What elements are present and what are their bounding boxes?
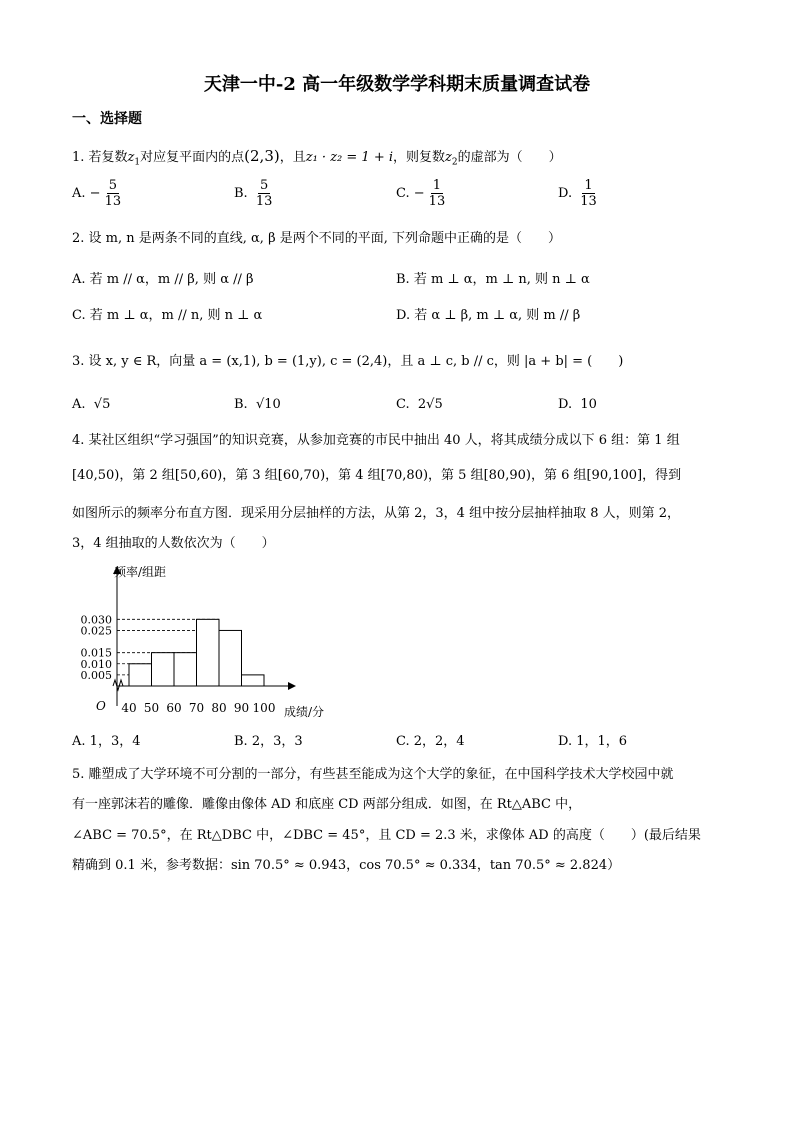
q4-option-c: C. 2，2，4 xyxy=(396,734,465,749)
x-tick-label: 90 xyxy=(233,701,250,715)
question-4-line-1: 4. 某社区组织“学习强国”的知识竞赛，从参加竞赛的市民中抽出 40 人，将其成绩分成以下 6 组：第 1 组 xyxy=(72,433,680,448)
q1-option-c: C. − $\frac{1}{13}$ xyxy=(396,178,446,209)
section-heading: 一、选择题 xyxy=(72,111,142,127)
question-4-line-2: [40,50)，第 2 组[50,60)，第 3 组[60,70)，第 4 组[70,80)，第 5 组[80,90)，第 6 组[90,100]，得到 xyxy=(72,468,682,483)
x-tick-label: 60 xyxy=(166,701,182,715)
question-5-line-1: 5. 雕塑成了大学环境不可分割的一部分，有些甚至能成为这个大学的象征，在中国科学技术大学校园中就 xyxy=(72,767,674,782)
q1-option-b: B. $\frac{5}{13}$ xyxy=(234,178,273,209)
x-tick-label: 80 xyxy=(211,701,227,715)
q3-option-c: C. 2√5 xyxy=(396,397,443,412)
y-tick-label: 0.010 xyxy=(80,657,112,671)
x-tick-label: 100 xyxy=(252,701,276,715)
q3-option-d: D. 10 xyxy=(558,397,597,412)
q1-option-d: D. $\frac{1}{13}$ xyxy=(558,178,597,209)
q3-option-b: B. √10 xyxy=(234,397,281,412)
x-axis-label: 成绩/分 xyxy=(284,705,325,719)
x-tick-label: 50 xyxy=(143,701,160,715)
y-tick-label: 0.030 xyxy=(80,613,112,627)
question-3-stem: 3. 设 x, y ∈ R，向量 a = (x,1), b = (1,y), c = (2,4)，且 a ⊥ c, b // c，则 |a + b| = ( ) xyxy=(72,354,624,369)
question-2-stem: 2. 设 m, n 是两条不同的直线, α, β 是两个不同的平面, 下列命题中正确的是（ ） xyxy=(72,231,561,246)
histogram-bar-40-50 xyxy=(129,664,152,686)
histogram-bar-50-60 xyxy=(152,653,175,686)
q2-option-c: C. 若 m ⊥ α，m // n, 则 n ⊥ α xyxy=(72,308,263,323)
histogram-bar-90-100 xyxy=(242,675,265,686)
q4-option-a: A. 1，3，4 xyxy=(72,734,141,749)
axis-break xyxy=(113,680,123,690)
x-tick-label: 40 xyxy=(121,701,137,715)
question-5-line-3: ∠ABC = 70.5°，在 Rt△DBC 中，∠DBC = 45°，且 CD = 2.3 米，求像体 AD 的高度（ ）(最后结果 xyxy=(72,828,701,843)
histogram-bar-60-70 xyxy=(174,653,197,686)
histogram-bar-70-80 xyxy=(197,619,220,686)
q2-option-d: D. 若 α ⊥ β, m ⊥ α, 则 m // β xyxy=(396,308,581,323)
q2-option-a: A. 若 m // α，m // β, 则 α // β xyxy=(72,272,254,287)
question-5-line-4: 精确到 0.1 米，参考数据：sin 70.5° ≈ 0.943，cos 70.5° ≈ 0.334，tan 70.5° ≈ 2.824） xyxy=(72,858,621,873)
y-tick-label: 0.025 xyxy=(80,624,112,638)
y-tick-label: 0.015 xyxy=(80,646,112,660)
origin-label: O xyxy=(96,699,106,713)
question-4-line-3: 如图所示的频率分布直方图．现采用分层抽样的方法，从第 2，3，4 组中按分层抽样抽取 8 人，则第 2， xyxy=(72,506,681,521)
x-tick-label: 70 xyxy=(188,701,205,715)
q4-option-d: D. 1，1，6 xyxy=(558,734,628,749)
q2-option-b: B. 若 m ⊥ α，m ⊥ n, 则 n ⊥ α xyxy=(396,272,590,287)
page-title: 天津一中-2 高一年级数学学科期末质量调查试卷 xyxy=(203,74,591,95)
question-4-line-4: 3，4 组抽取的人数依次为（ ） xyxy=(72,536,275,551)
y-tick-label: 0.005 xyxy=(80,668,112,682)
q1-option-a: A. − $\frac{5}{13}$ xyxy=(72,178,122,209)
y-axis-label: 频率/组距 xyxy=(114,565,167,579)
question-5-line-2: 有一座郭沫若的雕像．雕像由像体 AD 和底座 CD 两部分组成．如图，在 Rt△ABC 中， xyxy=(72,797,582,812)
frequency-histogram xyxy=(72,562,372,722)
histogram-bar-80-90 xyxy=(219,630,242,686)
q3-option-a: A. √5 xyxy=(72,397,111,412)
question-1-stem: 1. 若复数$z_1$对应复平面内的点(2,3)，且z₁ · z₂ = 1 + i，则复数$z_2$的虚部为（ ） xyxy=(72,147,562,168)
q4-option-b: B. 2，3，3 xyxy=(234,734,303,749)
